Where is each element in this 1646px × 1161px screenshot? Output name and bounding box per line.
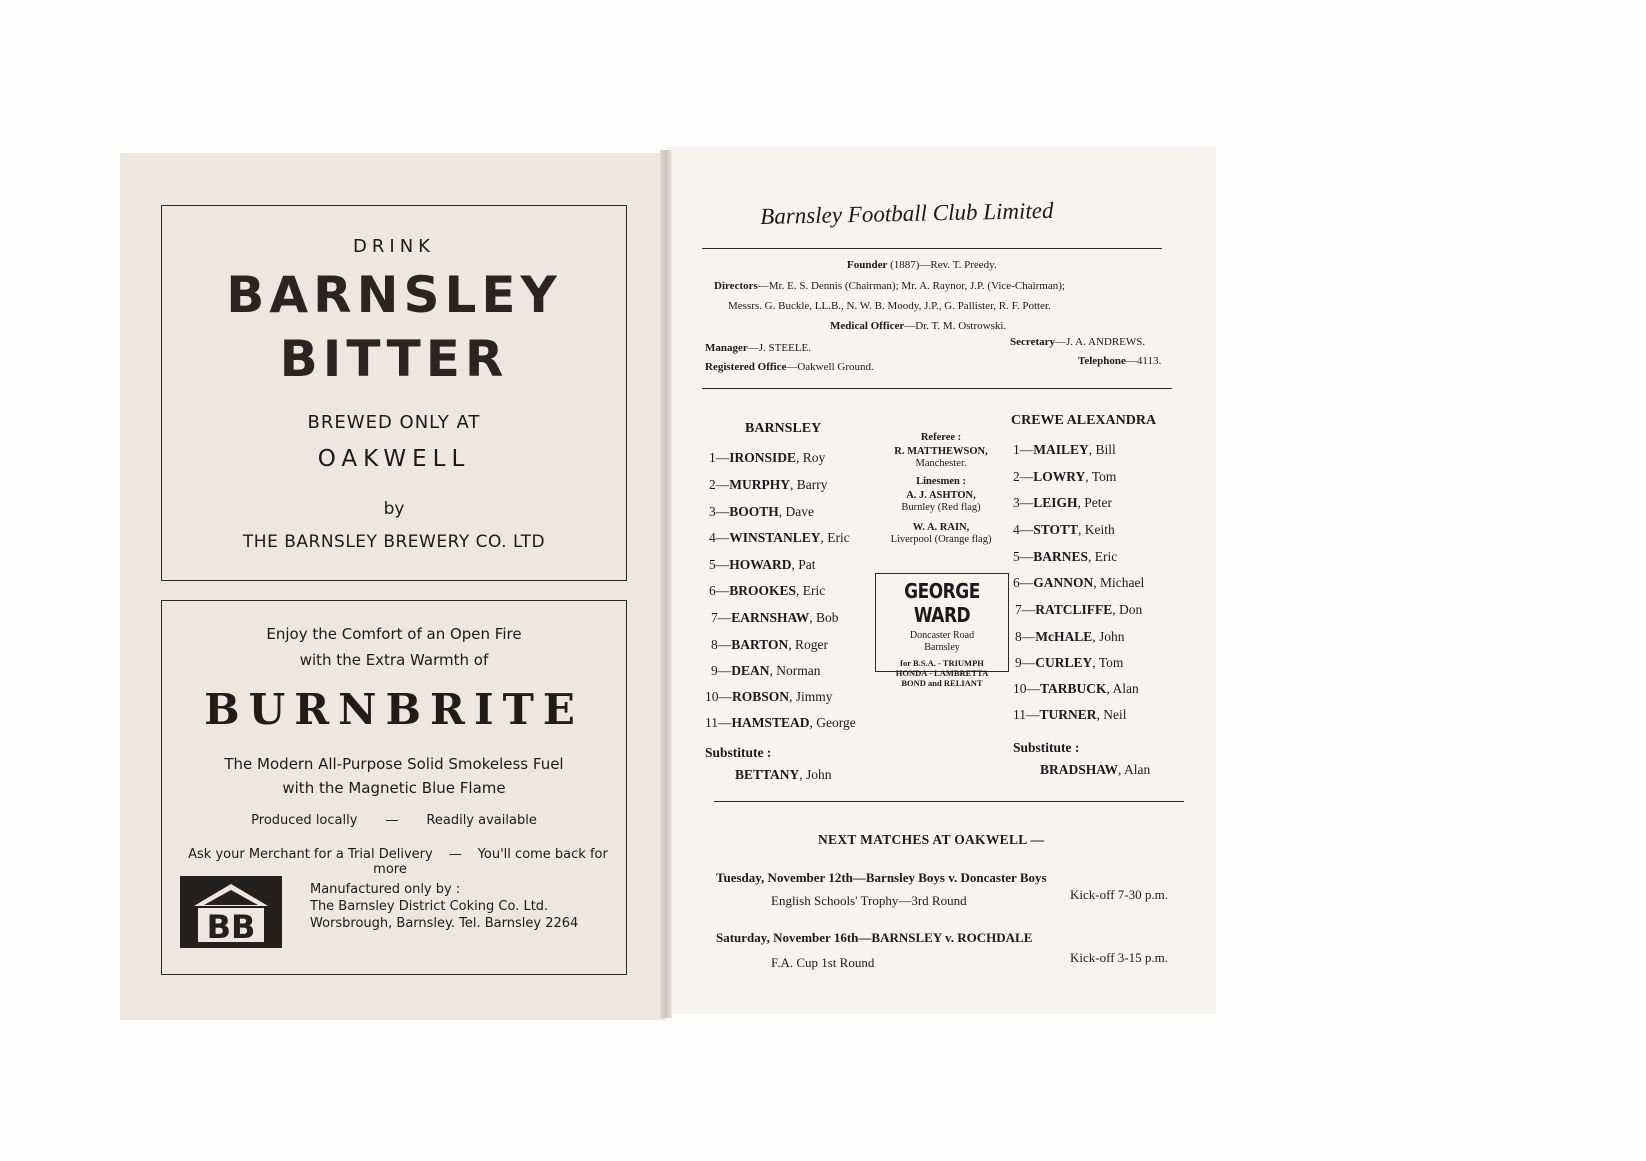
medical-line (830, 320, 1006, 332)
away-player: 3—LEIGH, Peter (1013, 495, 1113, 510)
telephone-text: —4113. (1125, 355, 1162, 367)
match2-date: Saturday, November 16th (716, 930, 859, 945)
ad-by-text: by (383, 499, 405, 519)
referee-label: Referee : (920, 432, 962, 443)
medical-text: —Dr. T. M. Ostrowski. (904, 320, 1007, 332)
home-player: 8—BARTON, Roger (711, 637, 829, 652)
match2-teams: —BARNSLEY v. ROCHDALE (858, 930, 1033, 945)
burnbrite-desc2: with the Magnetic Blue Flame (282, 779, 506, 797)
burnbrite-produced: Produced locally (251, 813, 358, 828)
away-player: 6—GANNON, Michael (1013, 575, 1145, 590)
secretary-label: Secretary (1010, 336, 1055, 348)
ward-name: GEORGE WARD (904, 580, 980, 628)
directors-line (714, 280, 1065, 292)
away-player: 5—BARNES, Eric (1013, 549, 1118, 564)
ad-brand-line1: BARNSLEY (226, 266, 562, 324)
burnbrite-mfg3: Worsbrough, Barnsley. Tel. Barnsley 2264 (310, 916, 579, 931)
office-text: —Oakwell Ground. (786, 361, 874, 373)
match1-teams: —Barnsley Boys v. Doncaster Boys (852, 870, 1047, 885)
home-player: 10—ROBSON, Jimmy (705, 689, 833, 704)
away-player: 1—MAILEY, Bill (1013, 442, 1116, 457)
office-label: Registered Office (705, 361, 787, 373)
home-substitute: BETTANY, John (735, 767, 832, 782)
away-player: 11—TURNER, Neil (1013, 707, 1127, 722)
match2-line (716, 930, 1032, 946)
ward-addr2: Barnsley (924, 642, 960, 653)
bb-logo-text: BB (206, 908, 256, 946)
medical-label: Medical Officer (830, 320, 905, 332)
home-team-heading: BARNSLEY (745, 421, 822, 436)
directors-text: —Mr. E. S. Dennis (Chairman); Mr. A. Raynor, J.P. (Vice-Chairman); (757, 280, 1065, 292)
linesman1-town: Burnley (Red flag) (901, 502, 981, 513)
founder-label: Founder (847, 259, 888, 271)
telephone-line (1078, 355, 1161, 367)
linesmen-label: Linesmen : (916, 476, 966, 487)
ad-brand-line2: BITTER (279, 330, 509, 388)
away-player: 2—LOWRY, Tom (1013, 469, 1117, 484)
home-player: 11—HAMSTEAD, George (705, 715, 856, 730)
ad-drink-text: DRINK (353, 236, 435, 257)
burnbrite-mfg1: Manufactured only by : (310, 882, 461, 897)
burnbrite-ask-dash: — (448, 847, 462, 862)
burnbrite-mfg2: The Barnsley District Coking Co. Ltd. (310, 899, 549, 914)
home-player: 5—HOWARD, Pat (709, 557, 816, 572)
manager-text: —J. STEELE. (747, 342, 812, 354)
linesman2-name: W. A. RAIN, (912, 522, 970, 533)
match1-kickoff: Kick-off 7-30 p.m. (1070, 887, 1168, 902)
spine-fold (660, 150, 672, 1018)
away-substitute-label: Substitute : (1013, 740, 1080, 755)
george-ward-ad (875, 573, 1009, 688)
office-line (705, 361, 874, 373)
directors-line2: Messrs. G. Buckle, LL.B., N. W. B. Moody, J.P., G. Pallister, R. F. Potter. (728, 300, 1051, 312)
burnbrite-ask-row (162, 847, 626, 877)
away-substitute: BRADSHAW, Alan (1040, 762, 1151, 777)
founder-line (847, 259, 997, 271)
home-player: 7—EARNSHAW, Bob (711, 610, 839, 625)
burnbrite-brand: BURNBRITE (204, 685, 584, 734)
secretary-text: —J. A. ANDREWS. (1055, 336, 1146, 348)
bb-house-logo-icon (180, 876, 282, 948)
home-player: 3—BOOTH, Dave (709, 504, 814, 519)
ad-brewery-text: THE BARNSLEY BREWERY CO. LTD (242, 532, 546, 552)
match2-competition: F.A. Cup 1st Round (771, 955, 875, 970)
burnbrite-dash: — (385, 813, 399, 828)
burnbrite-desc1: The Modern All-Purpose Solid Smokeless Fuel (224, 755, 564, 773)
burnbrite-ad (161, 600, 627, 975)
away-player: 8—McHALE, John (1015, 629, 1125, 644)
ward-makes3: BOND and RELIANT (901, 678, 983, 688)
ad-brewed-text: BREWED ONLY AT (307, 412, 481, 433)
home-player: 2—MURPHY, Barry (709, 477, 828, 492)
away-player: 10—TARBUCK, Alan (1013, 681, 1139, 696)
linesman1-name: A. J. ASHTON, (906, 490, 976, 501)
divider-bottom (714, 801, 1184, 802)
burnbrite-available: Readily available (426, 813, 537, 828)
barnsley-bitter-ad (161, 205, 627, 581)
manager-label: Manager (705, 342, 748, 354)
referee-name: R. MATTHEWSON, (894, 446, 988, 457)
next-matches-heading: NEXT MATCHES AT OAKWELL — (818, 832, 1045, 847)
burnbrite-line2: with the Extra Warmth of (299, 651, 489, 669)
ward-makes2: HONDA - LAMBRETTA (895, 668, 989, 678)
burnbrite-come-back: You'll come back for more (373, 847, 608, 877)
match-officials (876, 432, 1006, 546)
match1-date: Tuesday, November 12th (716, 870, 853, 885)
away-player: 9—CURLEY, Tom (1015, 655, 1124, 670)
divider-mid (702, 388, 1172, 389)
away-player: 4—STOTT, Keith (1013, 522, 1115, 537)
directors-label: Directors (714, 280, 758, 292)
away-team-heading: CREWE ALEXANDRA (1011, 413, 1157, 428)
away-player: 7—RATCLIFFE, Don (1015, 602, 1143, 617)
home-player: 6—BROOKES, Eric (709, 583, 826, 598)
home-player: 9—DEAN, Norman (711, 663, 821, 678)
home-substitute-label: Substitute : (705, 745, 772, 760)
club-title: Barnsley Football Club Limited (760, 197, 1054, 229)
match1-competition: English Schools' Trophy—3rd Round (771, 893, 967, 908)
home-player: 1—IRONSIDE, Roy (709, 450, 826, 465)
ward-addr1: Doncaster Road (909, 630, 975, 641)
match2-kickoff: Kick-off 3-15 p.m. (1070, 950, 1168, 965)
referee-town: Manchester. (915, 458, 967, 469)
linesman2-town: Liverpool (Orange flag) (890, 534, 992, 545)
ad-place-text: OAKWELL (317, 446, 471, 472)
burnbrite-produced-row (162, 813, 626, 828)
burnbrite-line1: Enjoy the Comfort of an Open Fire (266, 625, 522, 643)
divider-top (702, 248, 1162, 249)
founder-text: (1887)—Rev. T. Preedy. (887, 259, 997, 271)
match1-line (716, 870, 1047, 886)
burnbrite-ask: Ask your Merchant for a Trial Delivery (188, 847, 433, 862)
secretary-line (1010, 336, 1145, 348)
manager-line (705, 342, 811, 354)
home-player: 4—WINSTANLEY, Eric (709, 530, 850, 545)
telephone-label: Telephone (1078, 355, 1126, 367)
ward-makes1: for B.S.A. - TRIUMPH (900, 658, 984, 668)
